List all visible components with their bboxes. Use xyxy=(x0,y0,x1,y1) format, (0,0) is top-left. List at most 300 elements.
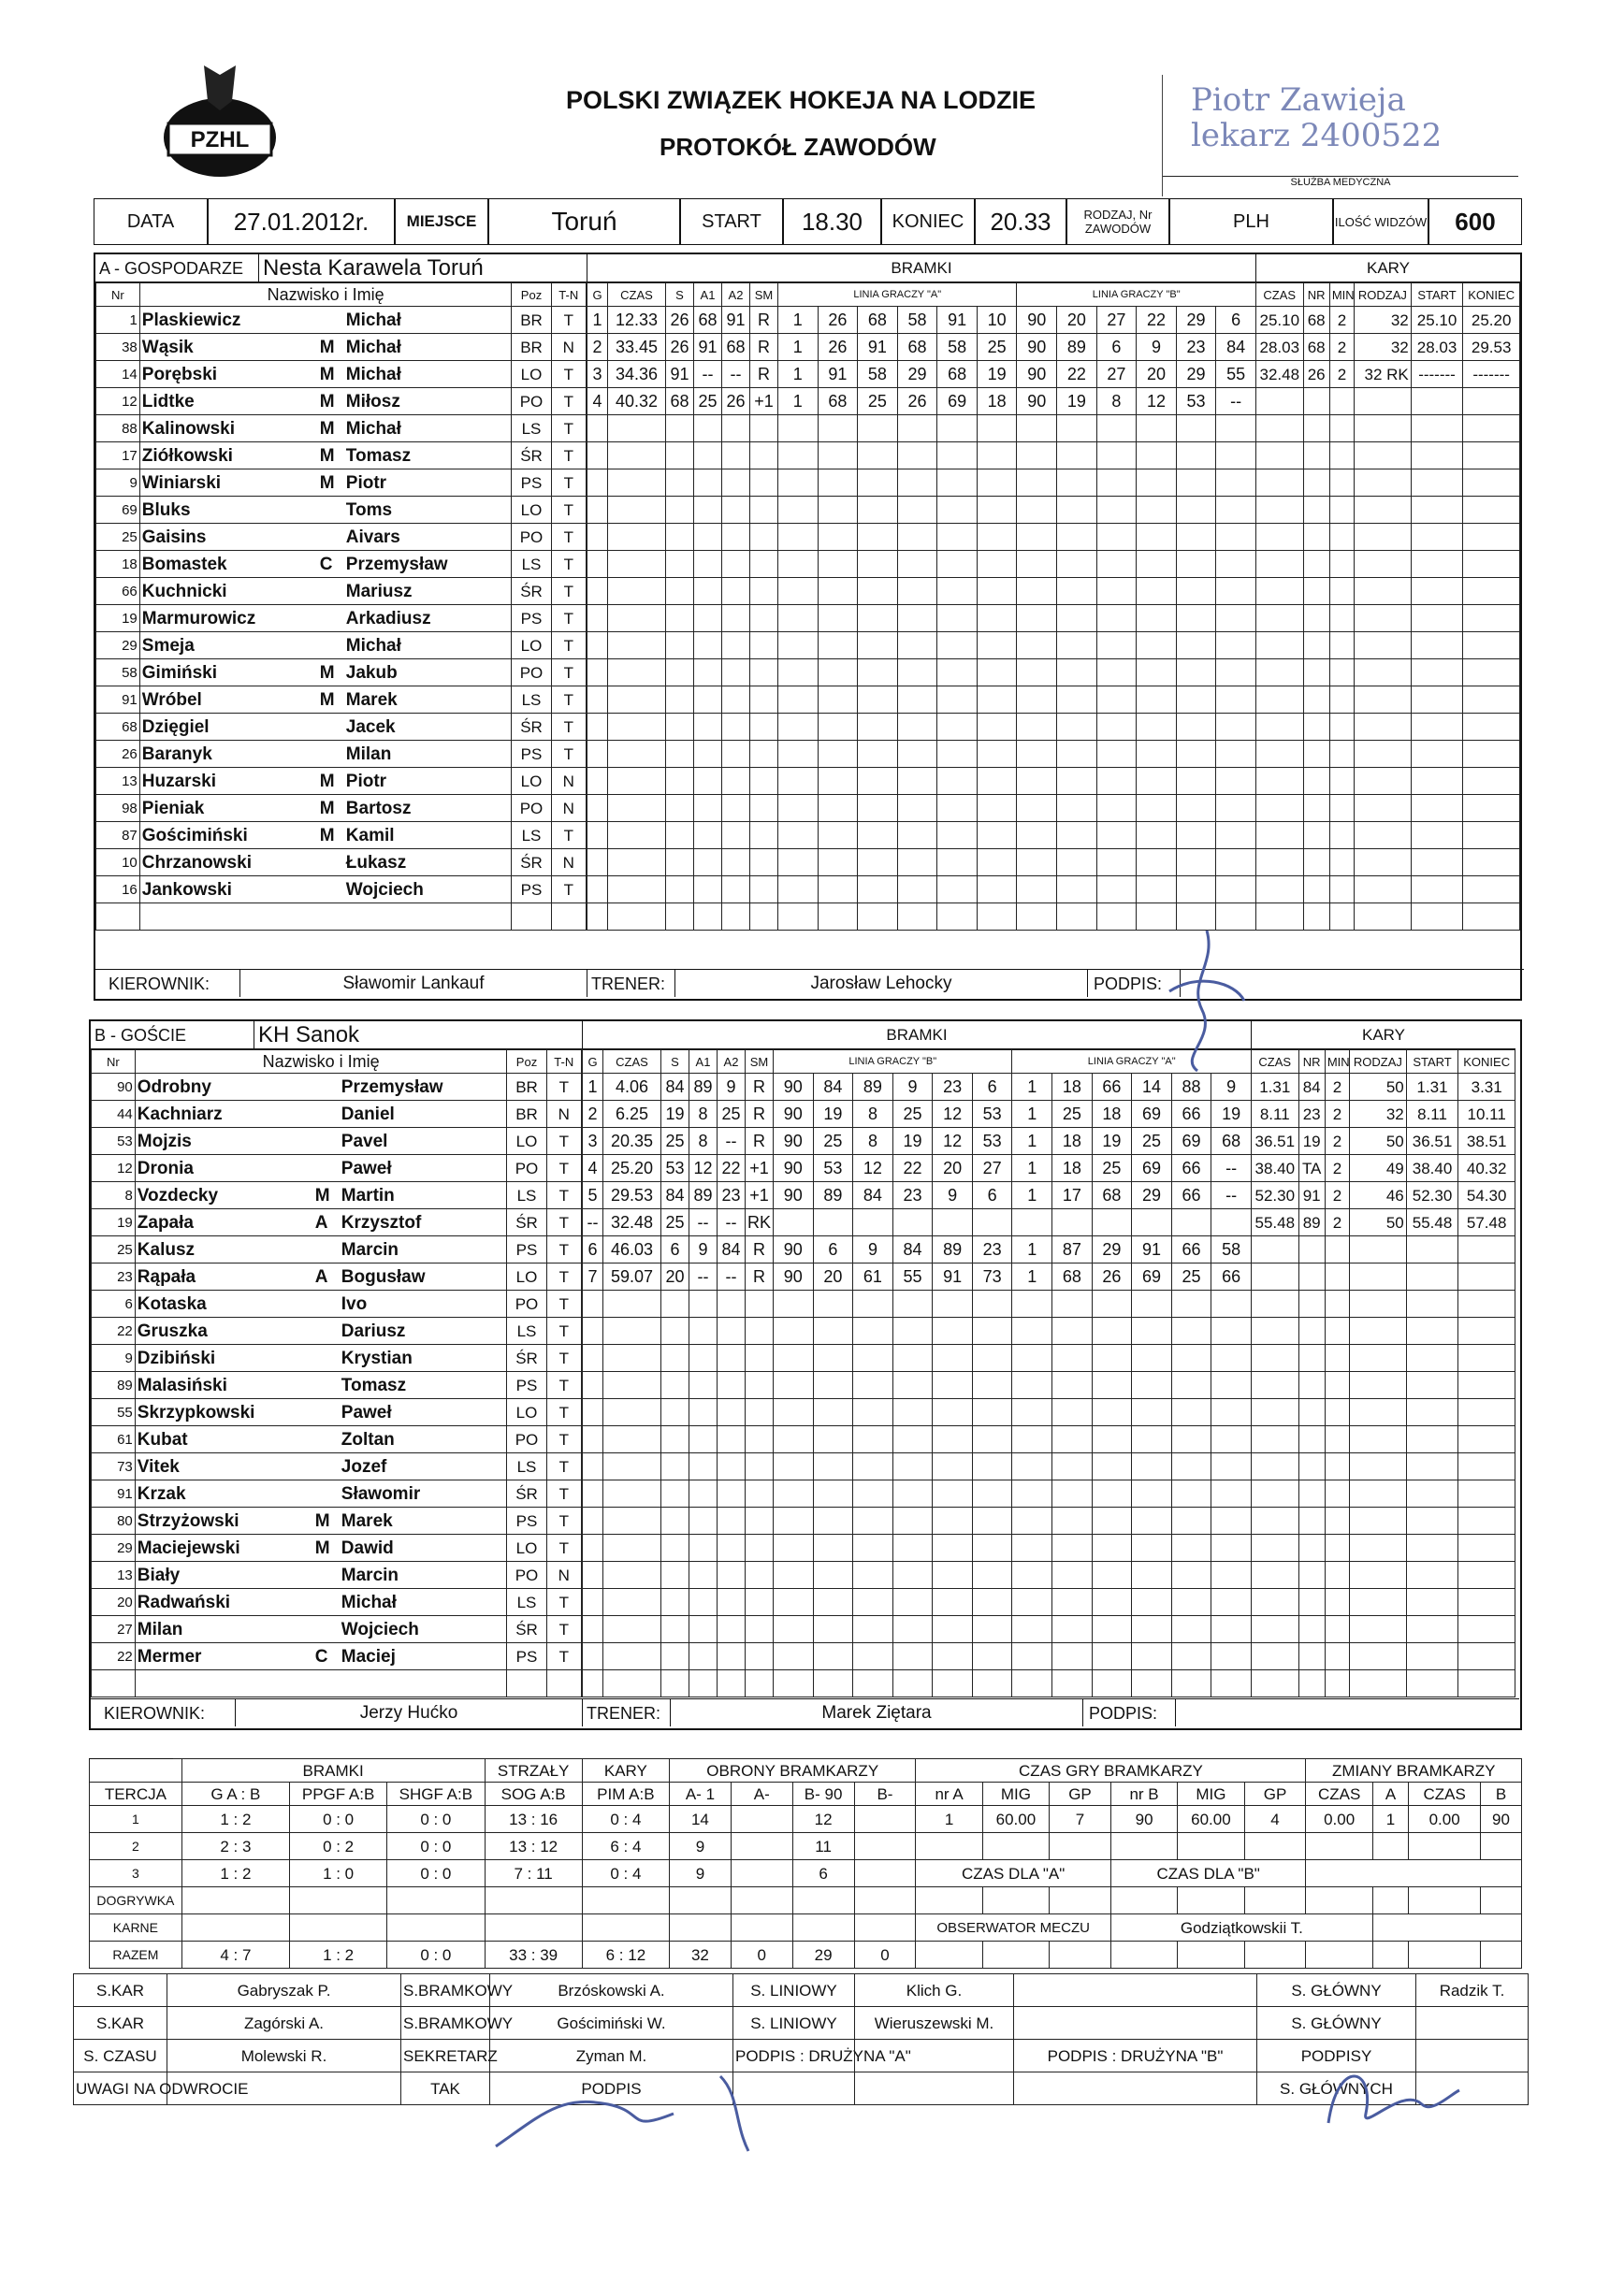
player-row xyxy=(96,469,587,497)
summary-cell xyxy=(731,1833,792,1860)
penalty-row xyxy=(1252,1155,1515,1182)
player-number: 88 xyxy=(96,415,140,442)
player-name xyxy=(135,1616,507,1643)
player-tag: M xyxy=(319,391,335,412)
penalty-cell: 68 xyxy=(1303,307,1329,334)
goal-cell: 68 xyxy=(897,334,937,361)
player-tn: T xyxy=(546,1508,581,1535)
player-surname: Dronia xyxy=(137,1158,194,1178)
summary-cell: 7 : 11 xyxy=(485,1860,582,1887)
player-surname: Odrobny xyxy=(137,1076,211,1097)
goal-cell: 4.06 xyxy=(603,1074,661,1101)
official-sekretarz_name: Zyman M. xyxy=(490,2040,733,2072)
penalty-cell: 40.32 xyxy=(1458,1155,1515,1182)
sum-col-11: MIG xyxy=(982,1783,1049,1806)
goal-cell: R xyxy=(746,1264,774,1291)
player-row xyxy=(96,822,587,849)
player-row xyxy=(92,1399,582,1426)
goal-cell: 20 xyxy=(1057,307,1097,334)
player-number: 87 xyxy=(96,822,140,849)
goal-row xyxy=(583,1074,1252,1101)
penalty-cell: 3.31 xyxy=(1458,1074,1515,1101)
goal-cell: +1 xyxy=(746,1155,774,1182)
goal-cell: 25 xyxy=(661,1209,689,1236)
goal-cell: 1 xyxy=(1012,1101,1052,1128)
player-row xyxy=(96,659,587,686)
player-position: LO xyxy=(507,1264,546,1291)
goal-cell: 6 xyxy=(661,1236,689,1264)
player-firstname: Miłosz xyxy=(345,391,400,412)
goal-cell: -- xyxy=(1216,388,1256,415)
goal-cell: 73 xyxy=(972,1264,1012,1291)
goals-col-2: S xyxy=(661,1050,689,1074)
goals-col-1: CZAS xyxy=(603,1050,661,1074)
penalty-row xyxy=(1256,361,1520,388)
player-number: 68 xyxy=(96,714,140,741)
summary-cell xyxy=(792,1914,854,1942)
summary-cell: 13 : 12 xyxy=(485,1833,582,1860)
player-tn: T xyxy=(551,714,586,741)
start-value: 18.30 xyxy=(783,198,881,245)
sum-czas-gry: CZAS GRY BRAMKARZY xyxy=(916,1759,1306,1783)
player-position: PS xyxy=(512,605,551,632)
player-row xyxy=(96,442,587,469)
official-podpisy: PODPISY xyxy=(1257,2040,1416,2072)
player-number: 9 xyxy=(92,1345,136,1372)
official-podpis_a: PODPIS : DRUŻYNA "A" xyxy=(733,2040,855,2072)
goal-cell: R xyxy=(750,334,778,361)
goal-cell: 4 xyxy=(587,388,608,415)
goal-cell: 69 xyxy=(1132,1264,1172,1291)
goal-cell: +1 xyxy=(746,1182,774,1209)
summary-cell: 0 : 0 xyxy=(387,1942,485,1969)
pen-col-0: CZAS xyxy=(1256,283,1304,307)
goal-cell xyxy=(1012,1209,1052,1236)
kierownik-name: Jerzy Hućko xyxy=(236,1698,582,1726)
gk-time-cell: 60.00 xyxy=(1178,1806,1244,1833)
player-name xyxy=(139,524,512,551)
player-name xyxy=(135,1236,507,1264)
summary-row xyxy=(90,1887,1522,1914)
goals-col-3: A1 xyxy=(694,283,722,307)
goal-cell: 12 xyxy=(1137,388,1177,415)
player-tn: T xyxy=(546,1453,581,1480)
player-name xyxy=(139,307,512,334)
player-firstname: Mariusz xyxy=(345,581,413,601)
goal-cell: 66 xyxy=(1171,1236,1211,1264)
player-position: LS xyxy=(507,1589,546,1616)
player-tn: T xyxy=(546,1291,581,1318)
penalty-cell: 49 xyxy=(1350,1155,1407,1182)
signature-scribble-a xyxy=(1151,926,1263,1076)
summary-cell xyxy=(854,1833,916,1860)
player-row xyxy=(96,388,587,415)
penalty-row xyxy=(1252,1453,1515,1480)
goal-cell xyxy=(1052,1209,1093,1236)
summary-cell: 29 xyxy=(792,1942,854,1969)
goal-cell: 19 xyxy=(813,1101,853,1128)
player-name xyxy=(139,849,512,876)
summary-cell: 0 : 0 xyxy=(387,1860,485,1887)
penalty-row xyxy=(1252,1182,1515,1209)
player-name xyxy=(139,686,512,714)
goal-cell: 68 xyxy=(1211,1128,1252,1155)
player-firstname: Wojciech xyxy=(345,879,424,900)
player-position: LS xyxy=(512,686,551,714)
player-firstname: Maciej xyxy=(341,1646,396,1667)
goal-row xyxy=(587,822,1256,849)
goal-cell: 26 xyxy=(818,307,858,334)
goal-row xyxy=(583,1372,1252,1399)
goal-cell: 68 xyxy=(722,334,750,361)
sum-col-1: G A : B xyxy=(181,1783,289,1806)
player-tn: T xyxy=(546,1236,581,1264)
goal-cell: 12 xyxy=(853,1155,893,1182)
penalty-row xyxy=(1256,388,1520,415)
official-podpis_b: PODPIS : DRUŻYNA "B" xyxy=(1014,2040,1257,2072)
goals-col-4: A2 xyxy=(718,1050,746,1074)
player-number: 13 xyxy=(92,1562,136,1589)
goal-cell: 7 xyxy=(583,1264,603,1291)
goal-cell: 91 xyxy=(694,334,722,361)
obserwator-name: Godziątkowskii T. xyxy=(1110,1914,1372,1942)
goal-cell: 1 xyxy=(778,307,819,334)
player-firstname: Piotr xyxy=(345,771,387,791)
summary-cell xyxy=(731,1914,792,1942)
widzow-label: ILOŚĆ WIDZÓW xyxy=(1333,198,1428,245)
goal-cell: 18 xyxy=(977,388,1017,415)
player-name xyxy=(139,714,512,741)
player-tn: T xyxy=(546,1589,581,1616)
player-position: PO xyxy=(507,1155,546,1182)
penalty-cell: 36.51 xyxy=(1252,1128,1299,1155)
goal-cell: -- xyxy=(718,1264,746,1291)
goals-col-0: G xyxy=(587,283,608,307)
player-row xyxy=(96,361,587,388)
summary-cell xyxy=(731,1806,792,1833)
goal-cell: 89 xyxy=(853,1074,893,1101)
player-firstname: Przemysław xyxy=(341,1076,443,1097)
summary-cell xyxy=(582,1914,669,1942)
goal-cell: 23 xyxy=(933,1074,973,1101)
pen-col-3: RODZAJ xyxy=(1350,1050,1407,1074)
summary-cell: 4 : 7 xyxy=(181,1942,289,1969)
player-name xyxy=(135,1182,507,1209)
team-a-section xyxy=(94,253,1522,1001)
summary-cell: 6 : 4 xyxy=(582,1833,669,1860)
player-number: 14 xyxy=(96,361,140,388)
summary-row xyxy=(90,1942,1522,1969)
goal-cell: 9 xyxy=(1211,1074,1252,1101)
team-a-players-table xyxy=(95,282,587,931)
goal-row xyxy=(583,1155,1252,1182)
player-number: 1 xyxy=(96,307,140,334)
podpis-field xyxy=(1176,1698,1519,1726)
player-surname: Milan xyxy=(137,1619,183,1639)
goals-col-5: SM xyxy=(746,1050,774,1074)
goal-cell: 5 xyxy=(583,1182,603,1209)
player-row xyxy=(92,1589,582,1616)
player-name xyxy=(135,1426,507,1453)
team-a-label: A - GOSPODARZE xyxy=(95,254,259,282)
player-surname: Strzyżowski xyxy=(137,1510,239,1531)
goal-row xyxy=(587,497,1256,524)
player-row xyxy=(92,1345,582,1372)
penalty-row xyxy=(1252,1236,1515,1264)
player-number: 13 xyxy=(96,768,140,795)
line-a-header: LINIA GRACZY "A" xyxy=(778,283,1017,307)
summary-section xyxy=(89,1740,1522,1973)
penalty-cell: 38.51 xyxy=(1458,1128,1515,1155)
goal-cell: 18 xyxy=(1092,1101,1132,1128)
player-position: ŚR xyxy=(512,714,551,741)
goal-cell: 29 xyxy=(1132,1182,1172,1209)
goal-cell: 19 xyxy=(1211,1101,1252,1128)
player-surname: Huzarski xyxy=(141,771,216,791)
goal-cell: 68 xyxy=(937,361,978,388)
player-position: ŚR xyxy=(507,1616,546,1643)
goal-cell: 89 xyxy=(813,1182,853,1209)
player-position: PS xyxy=(512,469,551,497)
player-name xyxy=(139,632,512,659)
goal-cell: 84 xyxy=(718,1236,746,1264)
player-tn: N xyxy=(551,334,586,361)
penalty-cell: 25.10 xyxy=(1411,307,1463,334)
goal-cell: 19 xyxy=(1092,1128,1132,1155)
player-firstname: Aivars xyxy=(345,527,400,547)
sum-kary: KARY xyxy=(582,1759,669,1783)
player-firstname: Michał xyxy=(341,1592,397,1612)
goal-cell: 25 xyxy=(977,334,1017,361)
sum-bramki: BRAMKI xyxy=(181,1759,485,1783)
player-surname: Chrzanowski xyxy=(141,852,252,873)
summary-cell: 0 : 0 xyxy=(289,1806,386,1833)
goal-row xyxy=(587,469,1256,497)
goal-row xyxy=(587,524,1256,551)
player-number: 53 xyxy=(92,1128,136,1155)
penalty-row xyxy=(1256,822,1520,849)
sum-col-3: SHGF A:B xyxy=(387,1783,485,1806)
player-tn: T xyxy=(546,1372,581,1399)
goal-cell: -- xyxy=(718,1209,746,1236)
gk-change-cell: 90 xyxy=(1481,1806,1522,1833)
penalty-row xyxy=(1256,415,1520,442)
pzhl-logo xyxy=(159,58,281,180)
penalty-row xyxy=(1256,551,1520,578)
summary-cell: 0 : 2 xyxy=(289,1833,386,1860)
penalty-cell: 54.30 xyxy=(1458,1182,1515,1209)
summary-cell: 0 : 4 xyxy=(582,1860,669,1887)
goal-cell: 89 xyxy=(1057,334,1097,361)
penalty-row xyxy=(1256,686,1520,714)
player-position: PO xyxy=(512,659,551,686)
player-surname: Krzak xyxy=(137,1483,186,1504)
goal-cell: 9 xyxy=(933,1182,973,1209)
goal-cell: 9 xyxy=(892,1074,933,1101)
player-name xyxy=(139,876,512,903)
summary-cell: KARNE xyxy=(90,1914,182,1942)
player-number: 19 xyxy=(96,605,140,632)
penalty-cell: 32 xyxy=(1355,307,1412,334)
player-name xyxy=(135,1508,507,1535)
player-number: 29 xyxy=(92,1535,136,1562)
player-position: ŚR xyxy=(512,578,551,605)
goal-cell: 1 xyxy=(778,361,819,388)
player-name xyxy=(139,768,512,795)
player-name xyxy=(135,1562,507,1589)
player-name xyxy=(139,497,512,524)
player-firstname: Łukasz xyxy=(345,852,407,873)
player-number: 98 xyxy=(96,795,140,822)
player-name xyxy=(135,1264,507,1291)
player-tn: T xyxy=(551,605,586,632)
goal-cell: 8 xyxy=(853,1128,893,1155)
player-number: 69 xyxy=(96,497,140,524)
penalty-cell: 55.48 xyxy=(1406,1209,1458,1236)
goal-cell: 61 xyxy=(853,1264,893,1291)
goal-cell: 91 xyxy=(666,361,694,388)
player-firstname: Paweł xyxy=(341,1402,392,1422)
player-tn: T xyxy=(551,551,586,578)
goal-cell: 84 xyxy=(813,1074,853,1101)
player-number: 12 xyxy=(92,1155,136,1182)
player-col-name: Nazwisko i Imię xyxy=(135,1050,507,1074)
player-surname: Mojzis xyxy=(137,1131,192,1151)
player-position: LO xyxy=(512,361,551,388)
penalty-row xyxy=(1256,605,1520,632)
summary-cell: 0 xyxy=(854,1942,916,1969)
player-row xyxy=(96,497,587,524)
penalty-row xyxy=(1252,1372,1515,1399)
player-firstname: Michał xyxy=(345,364,401,384)
player-tn: T xyxy=(546,1426,581,1453)
penalty-row xyxy=(1252,1616,1515,1643)
player-number: 23 xyxy=(92,1264,136,1291)
goal-cell: 29.53 xyxy=(603,1182,661,1209)
player-tn: T xyxy=(551,876,586,903)
penalty-cell: 52.30 xyxy=(1252,1182,1299,1209)
player-number: 10 xyxy=(96,849,140,876)
goal-cell: 22 xyxy=(1137,307,1177,334)
goal-cell: 1 xyxy=(1012,1155,1052,1182)
goal-cell: 14 xyxy=(1132,1074,1172,1101)
player-tag: M xyxy=(319,364,335,384)
player-number: 91 xyxy=(92,1480,136,1508)
goal-cell xyxy=(853,1209,893,1236)
summary-cell xyxy=(485,1914,582,1942)
sum-col-14: MIG xyxy=(1178,1783,1244,1806)
player-row xyxy=(92,1372,582,1399)
penalty-row xyxy=(1252,1426,1515,1453)
goal-cell: 25 xyxy=(1092,1155,1132,1182)
player-tn: T xyxy=(546,1264,581,1291)
player-tn: N xyxy=(551,849,586,876)
player-firstname: Sławomir xyxy=(341,1483,421,1504)
goal-cell: 40.32 xyxy=(608,388,666,415)
goal-cell: 68 xyxy=(858,307,898,334)
goal-cell: R xyxy=(746,1236,774,1264)
kierownik-label: KIEROWNIK: xyxy=(95,969,240,997)
penalty-row xyxy=(1252,1264,1515,1291)
goal-cell: R xyxy=(746,1101,774,1128)
player-name xyxy=(135,1589,507,1616)
goal-cell: 53 xyxy=(972,1101,1012,1128)
goal-cell: 46.03 xyxy=(603,1236,661,1264)
summary-cell xyxy=(854,1887,916,1914)
player-name xyxy=(135,1128,507,1155)
penalty-cell: 26 xyxy=(1303,361,1329,388)
player-position: ŚR xyxy=(507,1480,546,1508)
summary-cell xyxy=(854,1914,916,1942)
player-name xyxy=(135,1453,507,1480)
official-s_kar: S.KAR xyxy=(74,2007,167,2040)
player-firstname: Tomasz xyxy=(341,1375,407,1395)
goal-row xyxy=(583,1264,1252,1291)
goal-row xyxy=(583,1101,1252,1128)
player-firstname: Pavel xyxy=(341,1131,388,1151)
goal-cell: 1 xyxy=(587,307,608,334)
team-a-name: Nesta Karawela Toruń xyxy=(259,254,587,282)
summary-row xyxy=(90,1833,1522,1860)
gk-time-cell: 1 xyxy=(916,1806,982,1833)
penalty-cell: 89 xyxy=(1298,1209,1325,1236)
official-s_lin: S. LINIOWY xyxy=(733,2007,855,2040)
official-kar1: Gabryszak P. xyxy=(167,1974,401,2007)
official-uwagi: UWAGI NA ODWROCIE xyxy=(74,2072,167,2105)
goal-row xyxy=(587,741,1256,768)
player-position: LS xyxy=(507,1182,546,1209)
player-surname: Biały xyxy=(137,1565,181,1585)
goal-cell: 6 xyxy=(813,1236,853,1264)
player-number: 22 xyxy=(92,1318,136,1345)
goal-row xyxy=(583,1616,1252,1643)
podpis-label: PODPIS: xyxy=(1082,1698,1176,1726)
player-number: 90 xyxy=(92,1074,136,1101)
goal-cell: 91 xyxy=(858,334,898,361)
penalty-row xyxy=(1252,1670,1515,1697)
penalty-cell: 38.40 xyxy=(1406,1155,1458,1182)
player-tag: M xyxy=(319,825,335,845)
goal-row xyxy=(587,551,1256,578)
summary-cell: 11 xyxy=(792,1833,854,1860)
goal-row xyxy=(583,1318,1252,1345)
miejsce-label: MIEJSCE xyxy=(395,198,488,245)
player-firstname: Milan xyxy=(345,744,392,764)
player-tag: M xyxy=(319,662,335,683)
penalty-row xyxy=(1252,1399,1515,1426)
summary-cell: 14 xyxy=(670,1806,732,1833)
goal-cell: 89 xyxy=(689,1074,718,1101)
player-tag: M xyxy=(319,445,335,466)
official-s_glownych: S. GŁÓWNYCH xyxy=(1257,2072,1416,2105)
player-row xyxy=(96,768,587,795)
goal-cell: 25 xyxy=(718,1101,746,1128)
goal-cell: 26 xyxy=(722,388,750,415)
player-firstname: Martin xyxy=(341,1185,395,1206)
penalty-cell: 50 xyxy=(1350,1128,1407,1155)
goal-cell: 91 xyxy=(1132,1236,1172,1264)
player-position: LO xyxy=(512,768,551,795)
player-position: PO xyxy=(512,795,551,822)
goal-cell: 12 xyxy=(933,1101,973,1128)
penalty-cell: 36.51 xyxy=(1406,1128,1458,1155)
penalty-cell: 25.10 xyxy=(1256,307,1304,334)
player-row xyxy=(96,551,587,578)
player-row xyxy=(92,1209,582,1236)
goal-cell: 90 xyxy=(774,1182,814,1209)
player-surname: Kuchnicki xyxy=(141,581,227,601)
penalty-cell: 50 xyxy=(1350,1074,1407,1101)
